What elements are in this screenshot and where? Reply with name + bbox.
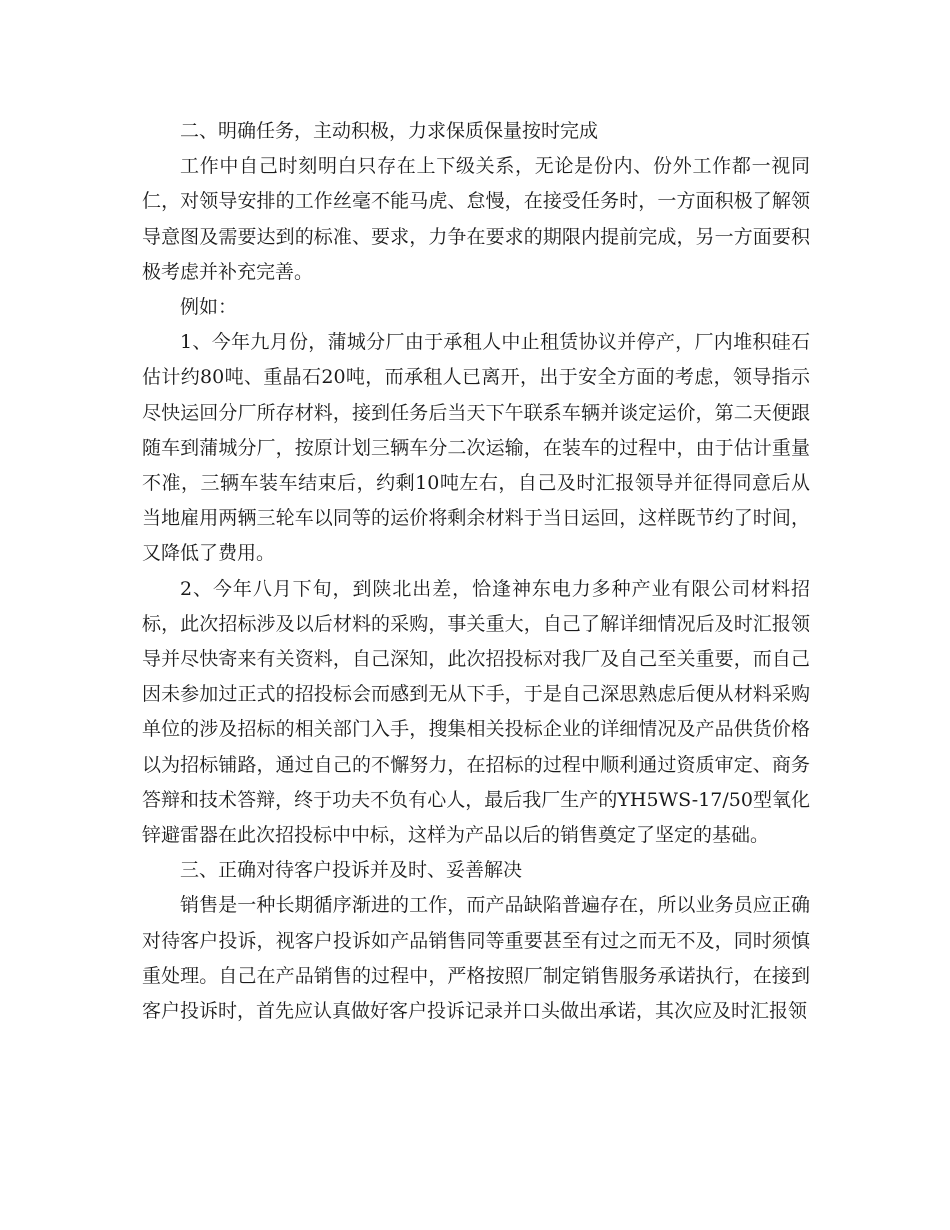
body-paragraph: 销售是一种长期循序渐进的工作，而产品缺陷普遍存在，所以业务员应正确对待客户投诉，视客户投诉如产品销售同等重要甚至有过之而无不及，同时须慎重处理。自己在产品销售的过程中，严格按照厂制定销售服务承诺执行，在接到客户投诉时，首先应认真做好客户投诉记录并口头做出承诺，其次应及时汇报领 xyxy=(142,894,810,1023)
example-item-1: 1、今年九月份，蒲城分厂由于承租人中止租赁协议并停产，厂内堆积硅石估计约80吨、重晶石20吨，而承租人已离开，出于安全方面的考虑，领导指示尽快运回分厂所存材料，接到任务后当天下午联系车辆并谈定运价，第二天便跟随车到蒲城分厂，按原计划三辆车分二次运输，在装车的过程中，由于估计重量不准，三辆车装车结束后，约剩10吨左右，自己及时汇报领导并征得同意后从当地雇用两辆三轮车以同等的运价将剩余材料于当日运回，这样既节约了时间，又降低了费用。 xyxy=(142,331,810,565)
section-heading-3: 三、正确对待客户投诉并及时、妥善解决 xyxy=(180,859,523,882)
example-item-2: 2、今年八月下旬，到陕北出差，恰逢神东电力多种产业有限公司材料招标，此次招标涉及以后材料的采购，事关重大，自己了解详细情况后及时汇报领导并尽快寄来有关资料，自己深知，此次招投标对我厂及自己至关重要，而自己因未参加过正式的招投标会而感到无从下手，于是自己深思熟虑后便从材料采购单位的涉及招标的相关部门入手，搜集相关投标企业的详细情况及产品供货价格以为招标铺路，通过自己的不懈努力，在招标的过程中顺利通过资质审定、商务答辩和技术答辩，终于功夫不负有心人，最后我厂生产的YH5WS-17/50型氧化锌避雷器在此次招投标中中标，这样为产品以后的销售奠定了坚定的基础。 xyxy=(142,577,810,847)
document-body xyxy=(142,114,810,1029)
section-heading-2: 二、明确任务，主动积极，力求保质保量按时完成 xyxy=(180,120,599,142)
body-paragraph: 工作中自己时刻明白只存在上下级关系，无论是份内、份外工作都一视同仁，对领导安排的工作丝毫不能马虎、怠慢，在接受任务时，一方面积极了解领导意图及需要达到的标准、要求，力争在要求的期限内提前完成，另一方面要积极考虑并补充完善。 xyxy=(142,155,810,283)
example-label: 例如： xyxy=(180,296,238,319)
